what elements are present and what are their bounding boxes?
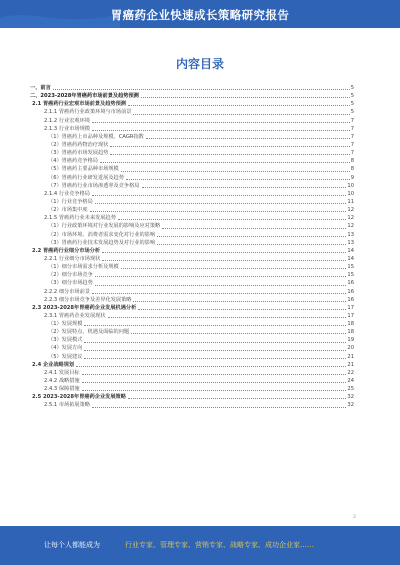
- toc-leader-dots: [138, 309, 346, 310]
- toc-entry-page: 14: [347, 255, 354, 262]
- toc-leader-dots: [121, 268, 347, 269]
- toc-entry[interactable]: [30, 157, 354, 165]
- toc-entry-page: 21: [347, 361, 354, 368]
- toc-entry-page: 8: [350, 158, 354, 165]
- toc-entry-title: （2）市场环境、消费者需求变化对行业的影响: [48, 231, 156, 238]
- toc-entry-title: 2.2 胃癌药行业细分市场分析: [32, 247, 101, 254]
- toc-leader-dots: [100, 162, 350, 163]
- toc-entry-page: 5: [350, 109, 354, 116]
- toc-entry-title: 2.2.1 行业细分市场现状: [44, 255, 101, 262]
- toc-entry-page: 8: [350, 166, 354, 173]
- toc-entry-page: 13: [347, 239, 354, 246]
- page-number: 2: [353, 515, 356, 520]
- toc-leader-dots: [131, 333, 346, 334]
- toc-entry-page: 25: [347, 386, 354, 393]
- toc-entry-page: 7: [350, 117, 354, 124]
- toc-entry[interactable]: [30, 336, 354, 344]
- toc-entry-page: 22: [347, 369, 354, 376]
- toc-leader-dots: [110, 146, 349, 147]
- toc-entry[interactable]: [30, 206, 354, 214]
- toc-entry-page: 11: [347, 198, 354, 205]
- toc-leader-dots: [110, 154, 349, 155]
- toc-leader-dots: [90, 211, 347, 212]
- toc-leader-dots: [108, 317, 347, 318]
- toc-leader-dots: [133, 301, 346, 302]
- toc-entry[interactable]: [30, 100, 354, 108]
- toc-entry[interactable]: [30, 296, 354, 304]
- toc-leader-dots: [157, 236, 346, 237]
- toc-entry-page: 5: [350, 84, 354, 91]
- toc-entry[interactable]: [30, 320, 354, 328]
- toc-entry-title: （3）发展模式: [48, 337, 83, 344]
- toc-leader-dots: [53, 89, 350, 90]
- toc-entry-page: 32: [347, 402, 354, 409]
- toc-entry[interactable]: [30, 190, 354, 198]
- toc-entry-page: 15: [347, 272, 354, 279]
- toc-leader-dots: [102, 252, 346, 253]
- toc-entry-title: （7）胃癌药行业市场渗透率及竞争格局: [48, 182, 140, 189]
- toc-leader-dots: [95, 285, 347, 286]
- toc-entry-title: （4）发展方向: [48, 345, 83, 352]
- toc-entry-title: （5）发展建议: [48, 353, 83, 360]
- toc-entry-page: 5: [350, 101, 354, 108]
- toc-entry-page: 18: [347, 329, 354, 336]
- toc-entry-title: 2.5.1 市场拓展策略: [44, 402, 90, 409]
- toc-leader-dots: [82, 374, 347, 375]
- toc-entry-title: 2.4.3 保障措施: [44, 386, 80, 393]
- toc-entry[interactable]: [30, 125, 354, 133]
- toc-entry-page: 20: [347, 345, 354, 352]
- toc-leader-dots: [133, 114, 349, 115]
- toc-entry-page: 9: [350, 174, 354, 181]
- toc-entry[interactable]: [30, 108, 354, 116]
- toc-entry-page: 14: [347, 247, 354, 254]
- toc-leader-dots: [82, 390, 347, 391]
- toc-entry-title: （2）细分市场竞争: [48, 272, 93, 279]
- toc-entry-title: 2.2.2 细分市场前景: [44, 288, 90, 295]
- toc-entry[interactable]: [30, 401, 354, 409]
- toc-leader-dots: [92, 407, 346, 408]
- toc-entry-title: 2.1.3 行业市场规模: [44, 125, 90, 132]
- toc-entry-page: 19: [347, 337, 354, 344]
- toc-entry-page: 5: [350, 93, 354, 100]
- toc-entry-title: 2.1 胃癌药行业宏观市场前景及趋势预测: [32, 101, 126, 108]
- toc-entry-title: （6）胃癌药行业研发进展及趋势: [48, 174, 124, 181]
- toc-entry[interactable]: [30, 393, 354, 401]
- toc-entry[interactable]: [30, 288, 354, 296]
- toc-entry-page: 24: [347, 378, 354, 385]
- toc-leader-dots: [92, 130, 350, 131]
- toc-entry-title: 一、前言: [30, 84, 51, 91]
- toc-entry-title: （3）胃癌药行业技术发展趋势及对行业的影响: [48, 239, 156, 246]
- toc-leader-dots: [128, 105, 350, 106]
- toc-entry[interactable]: [30, 133, 354, 141]
- toc-entry-title: （3）细分市场趋势: [48, 280, 93, 287]
- toc-entry[interactable]: [30, 239, 354, 247]
- toc-entry[interactable]: [30, 377, 354, 385]
- footer-bar: [0, 526, 400, 565]
- toc-entry[interactable]: [30, 174, 354, 182]
- toc-entry-title: 2.3 2023-2028年胃癌药企业发展机遇分析: [32, 304, 137, 311]
- toc-entry[interactable]: [30, 198, 354, 206]
- toc-leader-dots: [84, 342, 346, 343]
- toc-heading: 内容目录: [175, 57, 224, 71]
- toc-entry-title: （2）发展特点、机遇及面临的问题: [48, 329, 130, 336]
- toc-entry-title: （2）市场集中度: [48, 207, 88, 214]
- toc-leader-dots: [95, 276, 347, 277]
- toc-entry[interactable]: [30, 263, 354, 271]
- toc-leader-dots: [102, 260, 346, 261]
- toc-leader-dots: [92, 293, 346, 294]
- toc-leader-dots: [142, 187, 347, 188]
- toc-leader-dots: [92, 195, 346, 196]
- toc-entry[interactable]: [30, 328, 354, 336]
- footer-slogan: 让每个人都能成为: [44, 541, 100, 549]
- toc-entry-title: 2.4.1 发展目标: [44, 369, 80, 376]
- toc-entry-title: 2.5 2023-2028年胃癌药企业发展策略: [32, 394, 126, 401]
- toc-leader-dots: [146, 138, 350, 139]
- toc-leader-dots: [121, 171, 350, 172]
- toc-entry-title: 二、2023-2028年胃癌药市场前景及趋势预测: [30, 93, 139, 100]
- toc-entry-page: 7: [350, 141, 354, 148]
- toc-leader-dots: [157, 244, 346, 245]
- toc-leader-dots: [128, 398, 346, 399]
- toc-entry-title: （1）发展规模: [48, 321, 83, 328]
- toc-entry-title: 2.1.2 行业宏观环境: [44, 117, 90, 124]
- toc-entry-page: 16: [347, 280, 354, 287]
- toc-entry-page: 17: [347, 312, 354, 319]
- toc-entry[interactable]: [30, 149, 354, 157]
- header-bar: [0, 0, 400, 28]
- toc-entry[interactable]: [30, 312, 354, 320]
- toc-entry-page: 10: [347, 182, 354, 189]
- table-of-contents: [30, 84, 354, 410]
- toc-entry[interactable]: [30, 369, 354, 377]
- toc-entry[interactable]: [30, 92, 354, 100]
- toc-entry-title: （3）胃癌药市场发展趋势: [48, 150, 109, 157]
- toc-entry-title: 2.4.2 战略措施: [44, 378, 80, 385]
- toc-entry-title: （2）胃癌药药物治疗现状: [48, 141, 109, 148]
- toc-leader-dots: [84, 350, 346, 351]
- toc-entry-title: （1）行业竞争格局: [48, 198, 93, 205]
- toc-entry-page: 7: [350, 125, 354, 132]
- toc-entry[interactable]: [30, 117, 354, 125]
- toc-entry-page: 21: [347, 353, 354, 360]
- toc-entry-page: 15: [347, 264, 354, 271]
- toc-entry[interactable]: [30, 271, 354, 279]
- toc-entry[interactable]: [30, 304, 354, 312]
- toc-entry-page: 7: [350, 150, 354, 157]
- toc-entry-title: 2.4 企业战略规划: [32, 361, 75, 368]
- toc-entry-page: 13: [347, 231, 354, 238]
- toc-leader-dots: [126, 179, 350, 180]
- toc-entry[interactable]: [30, 231, 354, 239]
- toc-entry-page: 7: [350, 133, 354, 140]
- toc-entry-title: （1）细分市场需求分析及规模: [48, 264, 119, 271]
- toc-leader-dots: [141, 97, 350, 98]
- footer-roles: 行业专家、管理专家、营销专家、战略专家、成功企业家……: [125, 541, 314, 549]
- toc-entry[interactable]: [30, 214, 354, 222]
- toc-leader-dots: [84, 358, 346, 359]
- toc-entry[interactable]: [30, 247, 354, 255]
- toc-leader-dots: [92, 122, 350, 123]
- toc-entry-page: 18: [347, 321, 354, 328]
- toc-entry-title: 2.2.3 细分市场竞争及差异化发展策略: [44, 296, 132, 303]
- toc-entry-page: 12: [347, 207, 354, 214]
- toc-leader-dots: [82, 382, 347, 383]
- toc-entry[interactable]: [30, 353, 354, 361]
- toc-entry[interactable]: [30, 279, 354, 287]
- toc-entry[interactable]: [30, 385, 354, 393]
- toc-entry[interactable]: [30, 345, 354, 353]
- toc-entry-title: 2.1.1 胃癌药行业政策环境与市场前景: [44, 109, 132, 116]
- toc-entry[interactable]: [30, 222, 354, 230]
- toc-entry-title: 2.1.4 行业竞争格局: [44, 190, 90, 197]
- toc-entry[interactable]: [30, 84, 354, 92]
- toc-leader-dots: [162, 228, 346, 229]
- toc-entry-page: 12: [347, 215, 354, 222]
- toc-entry[interactable]: [30, 165, 354, 173]
- toc-entry-title: （1）行业政策环境对行业发展的影响及应对策略: [48, 223, 161, 230]
- toc-entry[interactable]: [30, 182, 354, 190]
- toc-entry[interactable]: [30, 255, 354, 263]
- toc-entry-title: （1）胃癌药上市品种及规模，CAGR指数: [48, 133, 144, 140]
- toc-entry-title: （4）胃癌药竞争格局: [48, 158, 98, 165]
- toc-entry-page: 10: [347, 190, 354, 197]
- toc-leader-dots: [84, 325, 346, 326]
- toc-entry-page: 16: [347, 296, 354, 303]
- toc-entry-title: 2.1.5 胃癌药行业未来发展趋势: [44, 215, 116, 222]
- toc-entry-page: 12: [347, 223, 354, 230]
- toc-entry-title: 2.3.1 胃癌药企业发展现状: [44, 312, 106, 319]
- toc-entry-page: 16: [347, 288, 354, 295]
- toc-entry[interactable]: [30, 361, 354, 369]
- toc-entry-page: 32: [347, 394, 354, 401]
- toc-leader-dots: [95, 203, 347, 204]
- toc-entry-page: 17: [347, 304, 354, 311]
- toc-entry[interactable]: [30, 141, 354, 149]
- toc-entry-title: （5）胃癌药主要品种市场规模: [48, 166, 119, 173]
- toc-leader-dots: [76, 366, 346, 367]
- report-title: 胃癌药企业快速成长策略研究报告: [110, 8, 290, 22]
- toc-leader-dots: [118, 219, 346, 220]
